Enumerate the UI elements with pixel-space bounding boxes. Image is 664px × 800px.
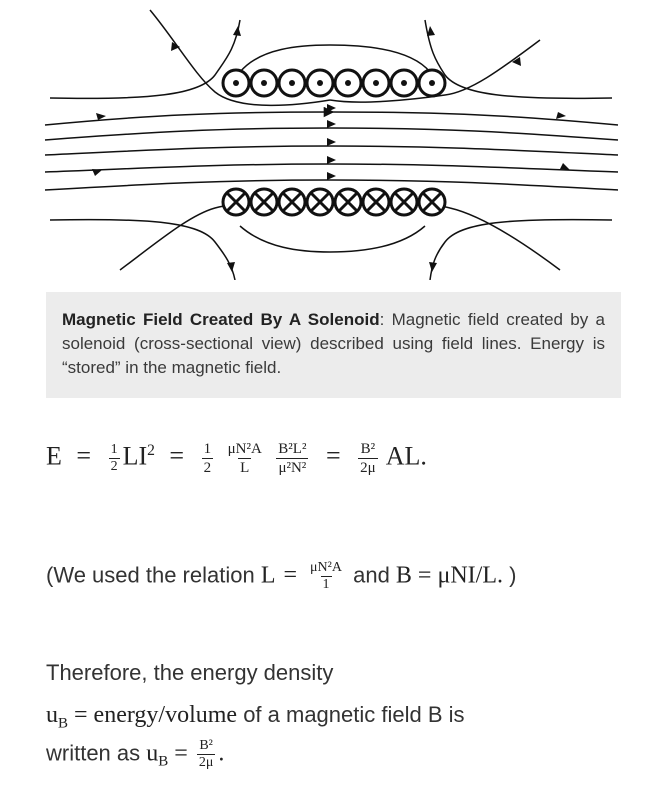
caption-title: Magnetic Field Created By A Solenoid: [62, 310, 380, 329]
arrow: [327, 138, 336, 146]
caption-text: : Magnetic field created by a solenoid (cross-sectional view) described using field lines. Energy is “stored” in the magnetic field.: [62, 310, 605, 377]
relation-L: L: [260, 562, 276, 589]
arrow: [233, 26, 241, 36]
density-line-2: $u_B$ = energy/volume of a magnetic field B is: [46, 702, 465, 732]
energy-equation: E = $\frac{1}{2}$ $LI^2$ = $\frac{1}{2}$ $\frac{\text{μN²A}}{L}$ $\frac{\text{B²L²}}{\text{μ²N²}}$ = $\frac{\text{B²}}{2\mu}$ AL.: [46, 441, 427, 476]
arrow: [429, 262, 437, 272]
frac-half: $\frac{1}{2}$: [110, 442, 118, 474]
field-line: [50, 20, 240, 98]
arrow: [327, 120, 336, 128]
density-definition: = energy/volume: [68, 702, 238, 728]
arrow: [92, 169, 102, 176]
arrow: [96, 113, 106, 120]
arrow: [556, 112, 566, 119]
eq-sign: =: [76, 441, 92, 471]
density-line-3: written as $u_B$ = $\frac{\text{B²}}{2\mu}$ .: [46, 738, 225, 770]
term-AL: AL.: [385, 441, 427, 471]
relation-B: B = μNI/L.: [395, 562, 503, 589]
arrow: [560, 163, 570, 170]
relation-frac: $\frac{\text{μN²A}}{1}$: [310, 560, 342, 592]
arrow: [327, 104, 336, 112]
frac-half-2: $\frac{1}{2}$: [203, 441, 212, 476]
arrow: [227, 262, 235, 272]
frac-field: $\frac{\text{B²}}{2\mu}$: [360, 441, 376, 476]
field-line: [45, 146, 618, 155]
frac-current: $\frac{\text{B²L²}}{\text{μ²N²}}$: [278, 441, 307, 476]
arrow: [427, 26, 435, 36]
solenoid-field-diagram: [0, 0, 664, 280]
arrow: [512, 57, 521, 66]
figure-caption: [46, 292, 621, 398]
frac-inductance: $\frac{\text{μN²A}}{L}$: [227, 441, 262, 476]
term-LI: LI: [122, 441, 148, 471]
arrow: [327, 172, 336, 180]
eq-sign: =: [169, 441, 185, 471]
field-line: [330, 202, 560, 270]
field-line: [240, 226, 425, 252]
density-frac: $\frac{\text{B²}}{2\mu}$: [198, 738, 214, 770]
relation-prefix: (We used the relation: [46, 562, 261, 588]
field-line: [50, 220, 235, 280]
relation-line: (We used the relation L = $\frac{\text{μN²A}}{1}$ and B = μNI/L. ): [46, 560, 517, 592]
top-coil-windings: [223, 70, 445, 96]
field-line: [45, 164, 618, 172]
field-line: [45, 180, 618, 190]
field-line: [240, 45, 430, 72]
field-line: [430, 220, 612, 280]
density-line-1: Therefore, the energy density: [46, 660, 334, 685]
field-line: [45, 128, 618, 140]
eq-sign: =: [325, 441, 341, 471]
eq-lhs: E: [46, 441, 62, 471]
arrow: [327, 156, 336, 164]
relation-and: and: [346, 562, 396, 588]
